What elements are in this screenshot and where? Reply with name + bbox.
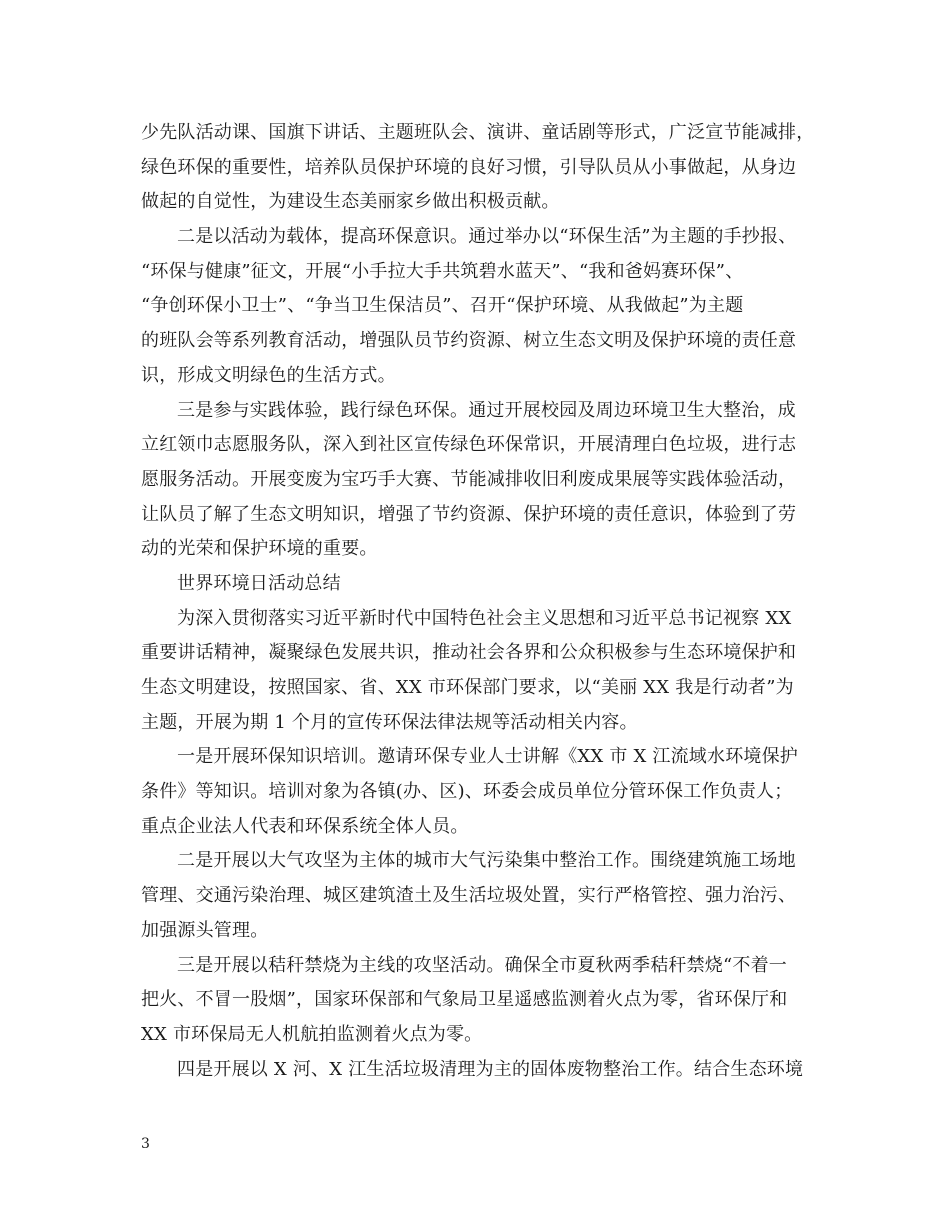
- text-line: 三是开展以秸秆禁烧为主线的攻坚活动。确保全市夏秋两季秸秆禁烧“不着一: [177, 954, 787, 976]
- text-line: XX 市环保局无人机航拍监测着火点为零。: [141, 1023, 483, 1045]
- text-line: 动的光荣和保护环境的重要。: [141, 538, 378, 560]
- text-line: “争创环保小卫士”、“争当卫生保洁员”、召开“保护环境、从我做起”为主题: [141, 295, 744, 317]
- text-line: 四是开展以 X 河、X 江生活垃圾清理为主的固体废物整治工作。结合生态环境: [177, 1058, 804, 1080]
- text-line: 重要讲话精神，凝聚绿色发展共识，推动社会各界和公众积极参与生态环境保护和: [141, 642, 797, 664]
- text-line: 为深入贯彻落实习近平新时代中国特色社会主义思想和习近平总书记视察 XX: [177, 607, 792, 629]
- page-number: 3: [141, 1136, 150, 1152]
- text-line: 一是开展环保知识培训。邀请环保专业人士讲解《XX 市 X 江流域水环境保护: [177, 746, 799, 768]
- text-line: 二是开展以大气攻坚为主体的城市大气污染集中整治工作。围绕建筑施工场地: [177, 850, 796, 872]
- text-line: 三是参与实践体验，践行绿色环保。通过开展校园及周边环境卫生大整治，成: [177, 399, 796, 421]
- text-line: 管理、交通污染治理、城区建筑渣土及生活垃圾处置，实行严格管控、强力治污、: [141, 885, 797, 907]
- text-line: 世界环境日活动总结: [177, 572, 341, 594]
- text-line: 主题，开展为期 1 个月的宣传环保法律法规等活动相关内容。: [141, 711, 638, 733]
- text-line: 重点企业法人代表和环保系统全体人员。: [141, 815, 469, 837]
- text-line: 愿服务活动。开展变废为宝巧手大赛、节能减排收旧利废成果展等实践体验活动，: [141, 468, 797, 490]
- text-line: 绿色环保的重要性，培养队员保护环境的良好习惯，引导队员从小事做起，从身边: [141, 156, 797, 178]
- text-line: 的班队会等系列教育活动，增强队员节约资源、树立生态文明及保护环境的责任意: [141, 330, 797, 352]
- text-line: 条件》等知识。培训对象为各镇(办、区)、环委会成员单位分管环保工作负责人；: [141, 781, 793, 803]
- text-line: 立红领巾志愿服务队，深入到社区宣传绿色环保常识，开展清理白色垃圾，进行志: [141, 434, 797, 456]
- text-line: 让队员了解了生态文明知识，增强了节约资源、保护环境的责任意识，体验到了劳: [141, 503, 797, 525]
- text-line: 加强源头管理。: [141, 919, 269, 941]
- text-line: 识，形成文明绿色的生活方式。: [141, 364, 396, 386]
- text-line: 少先队活动课、国旗下讲话、主题班队会、演讲、童话剧等形式，广泛宣节能减排，: [141, 122, 815, 143]
- text-line: 把火、不冒一股烟”，国家环保部和气象局卫星遥感监测着火点为零，省环保厅和: [141, 989, 788, 1011]
- document-body: [141, 116, 817, 1087]
- text-line: 做起的自觉性，为建设生态美丽家乡做出积极贡献。: [141, 191, 560, 213]
- text-line: 二是以活动为载体，提高环保意识。通过举办以“环保生活”为主题的手抄报、: [177, 226, 797, 248]
- text-line: 生态文明建设，按照国家、省、XX 市环保部门要求，以“美丽 XX 我是行动者”为: [141, 677, 794, 698]
- text-line: “环保与健康”征文，开展“小手拉大手共筑碧水蓝天”、“我和爸妈赛环保”、: [141, 260, 744, 282]
